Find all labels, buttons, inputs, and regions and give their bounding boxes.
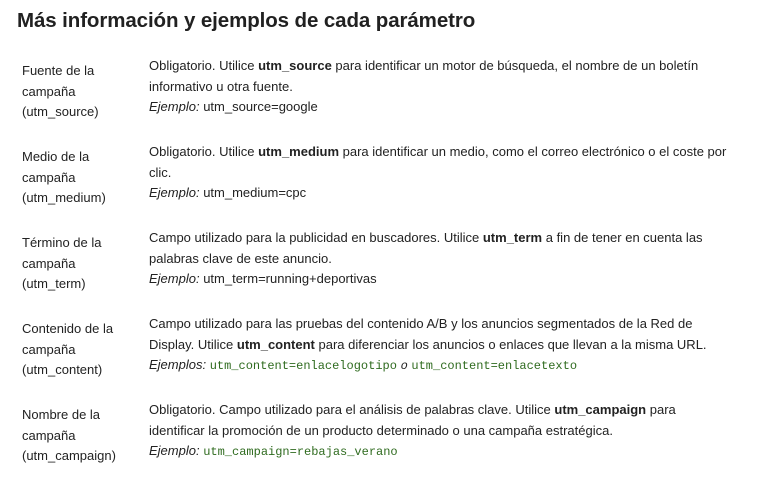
param-name: [22, 61, 140, 123]
example-value: utm_medium=cpc: [199, 185, 307, 200]
param-description: [149, 142, 729, 204]
param-description: [149, 56, 729, 118]
example-label: Ejemplos:: [149, 357, 207, 372]
description-text: Obligatorio. Campo utilizado para el análisis de palabras clave. Utilice utm_campaign para identificar la promoción de un producto determinado o una campaña estratégica.: [149, 402, 676, 438]
param-name: [22, 233, 140, 295]
param-name-line: Término de la: [22, 235, 102, 250]
example-label: Ejemplo:: [149, 185, 200, 200]
example-or: o: [400, 359, 408, 373]
example-line: [149, 97, 729, 118]
param-name-line: Medio de la: [22, 149, 90, 164]
param-name-line: Contenido de la: [22, 321, 114, 336]
description-text: Obligatorio. Utilice utm_medium para identificar un medio, como el correo electrónico o el coste por clic.: [149, 144, 727, 180]
description-text: Campo utilizado para las pruebas del contenido A/B y los anuncios segmentados de la Red de Display. Utilice utm_content para diferenciar los anuncios o enlaces que llevan a la misma URL.: [149, 316, 707, 352]
param-name-line: campaña: [22, 83, 76, 99]
example-code: utm_content=enlacelogotipo: [209, 359, 397, 373]
description-text: Obligatorio. Utilice utm_source para identificar un motor de búsqueda, el nombre de un boletín informativo u otra fuente.: [149, 58, 699, 94]
param-key: utm_campaign: [554, 402, 647, 417]
param-key: utm_term: [482, 230, 543, 245]
param-name-line: campaña: [22, 255, 76, 271]
param-name-line: (utm_term): [22, 276, 86, 291]
param-name-line: (utm_content): [22, 362, 103, 377]
param-name-line: (utm_campaign): [22, 448, 116, 463]
param-key: utm_content: [236, 336, 315, 352]
example-line: [149, 441, 729, 463]
param-name: [22, 147, 140, 209]
param-key: utm_medium: [258, 144, 340, 159]
param-name: [22, 405, 140, 467]
example-value: utm_term=running+deportivas: [199, 271, 377, 286]
example-label: Ejemplo:: [149, 271, 200, 286]
page-title: Más información y ejemplos de cada parámetro: [17, 9, 476, 32]
description-text: Campo utilizado para la publicidad en buscadores. Utilice utm_term a fin de tener en cuenta las palabras clave de este anuncio.: [149, 230, 703, 266]
param-description: [149, 400, 729, 463]
param-name-line: Fuente de la: [22, 63, 95, 78]
param-name-line: Nombre de la: [22, 407, 101, 422]
example-line: [149, 183, 729, 204]
param-name-line: (utm_source): [22, 104, 99, 119]
param-name: [22, 319, 140, 381]
param-name-line: campaña: [22, 427, 76, 443]
param-name-line: campaña: [22, 169, 76, 185]
example-value: utm_source=google: [199, 99, 318, 114]
param-name-line: (utm_medium): [22, 190, 106, 205]
param-description: [149, 228, 729, 290]
param-name-line: campaña: [22, 341, 76, 357]
example-code: utm_campaign=rebajas_verano: [203, 445, 398, 459]
example-label: Ejemplo:: [149, 443, 200, 458]
example-line: [149, 355, 729, 377]
example-line: [149, 269, 729, 290]
param-description: [149, 314, 729, 377]
example-code: utm_content=enlacetexto: [411, 359, 578, 373]
param-key: utm_source: [258, 58, 332, 73]
example-label: Ejemplo:: [149, 99, 200, 114]
